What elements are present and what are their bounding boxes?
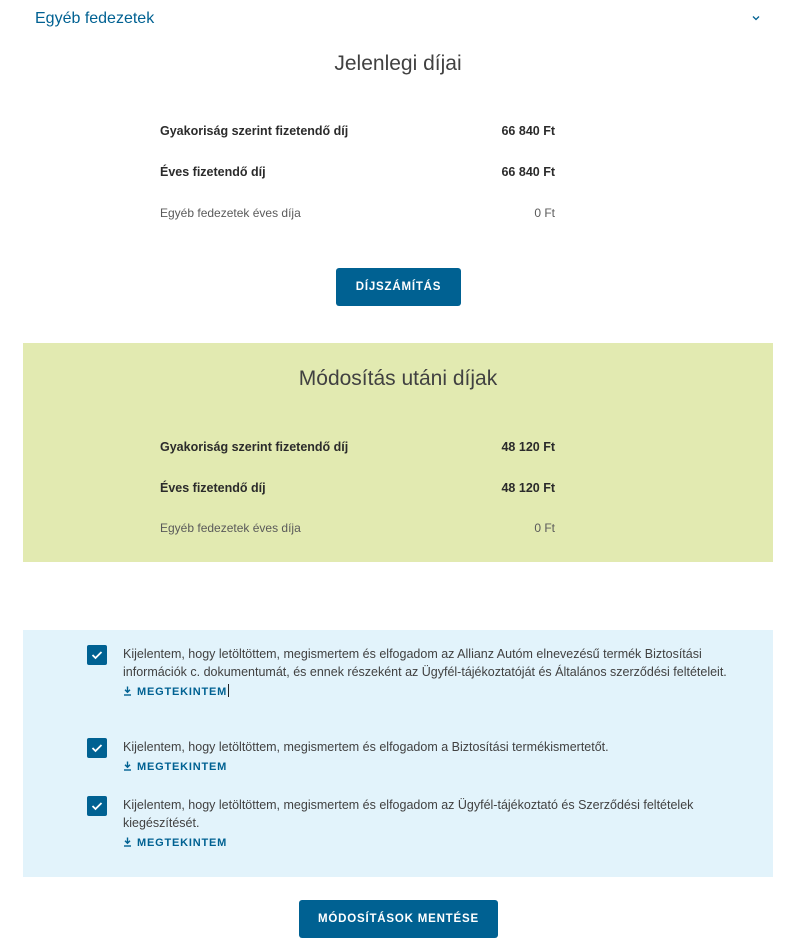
fee-value: 0 Ft: [534, 521, 555, 535]
declaration-text-content: Kijelentem, hogy letöltöttem, megismertem és elfogadom az Allianz Autóm elnevezésű termék Biztosítási információk c. dokumentumát, és ennek részeként az Ügyfél-tájékoztatóját és Általános szerződési feltételeit.: [123, 647, 727, 679]
declaration-text-content: Kijelentem, hogy letöltöttem, megismertem és elfogadom a Biztosítási termékismertetőt.: [123, 740, 609, 754]
checkmark-icon: [91, 650, 103, 660]
modified-fee-row-other: [160, 521, 555, 541]
fee-label: Éves fizetendő díj: [160, 481, 266, 495]
fee-value: 66 840 Ft: [501, 165, 555, 179]
declarations-panel: [23, 630, 773, 877]
fee-value: 48 120 Ft: [501, 440, 555, 454]
modified-fee-row-frequency: [160, 440, 555, 460]
view-document-link[interactable]: [123, 758, 743, 776]
fee-value: 48 120 Ft: [501, 481, 555, 495]
fee-label: Gyakoriság szerint fizetendő díj: [160, 124, 349, 138]
download-icon: [123, 837, 132, 847]
accordion-header-egyeb-fedezetek[interactable]: [0, 0, 796, 40]
current-fees-title: Jelenlegi díjai: [334, 52, 462, 75]
checkmark-icon: [91, 801, 103, 811]
declaration-checkbox[interactable]: [87, 796, 107, 816]
download-icon: [123, 686, 132, 696]
declaration-checkbox[interactable]: [87, 645, 107, 665]
fee-value: 0 Ft: [534, 206, 555, 220]
declaration-text: [123, 796, 743, 852]
fee-label: Gyakoriság szerint fizetendő díj: [160, 440, 349, 454]
chevron-down-icon[interactable]: [750, 12, 762, 24]
current-fee-row-other: [160, 206, 555, 226]
current-fee-row-frequency: [160, 124, 555, 144]
view-document-link[interactable]: [123, 683, 743, 701]
accordion-title: Egyéb fedezetek: [35, 10, 155, 27]
view-document-link[interactable]: [123, 834, 743, 852]
fee-value: 66 840 Ft: [501, 124, 555, 138]
text-cursor: [228, 684, 229, 697]
checkmark-icon: [91, 743, 103, 753]
fee-label: Éves fizetendő díj: [160, 165, 266, 179]
modified-fee-row-annual: [160, 481, 555, 501]
modified-fees-title: Módosítás utáni díjak: [298, 367, 498, 390]
current-fee-row-annual: [160, 165, 555, 185]
save-changes-button[interactable]: MÓDOSÍTÁSOK MENTÉSE: [299, 900, 498, 938]
declaration-text: [123, 645, 743, 701]
declaration-checkbox[interactable]: [87, 738, 107, 758]
declaration-text: [123, 738, 743, 776]
view-link-label: MEGTEKINTEM: [137, 837, 228, 849]
calculate-fee-button[interactable]: DÍJSZÁMÍTÁS: [336, 268, 461, 306]
view-link-label: MEGTEKINTEM: [137, 686, 228, 698]
declaration-text-content: Kijelentem, hogy letöltöttem, megismertem és elfogadom az Ügyfél-tájékoztató és Szerződési feltételek kiegészítését.: [123, 798, 694, 830]
fee-label: Egyéb fedezetek éves díja: [160, 206, 301, 220]
download-icon: [123, 761, 132, 771]
fee-label: Egyéb fedezetek éves díja: [160, 521, 301, 535]
view-link-label: MEGTEKINTEM: [137, 761, 228, 773]
